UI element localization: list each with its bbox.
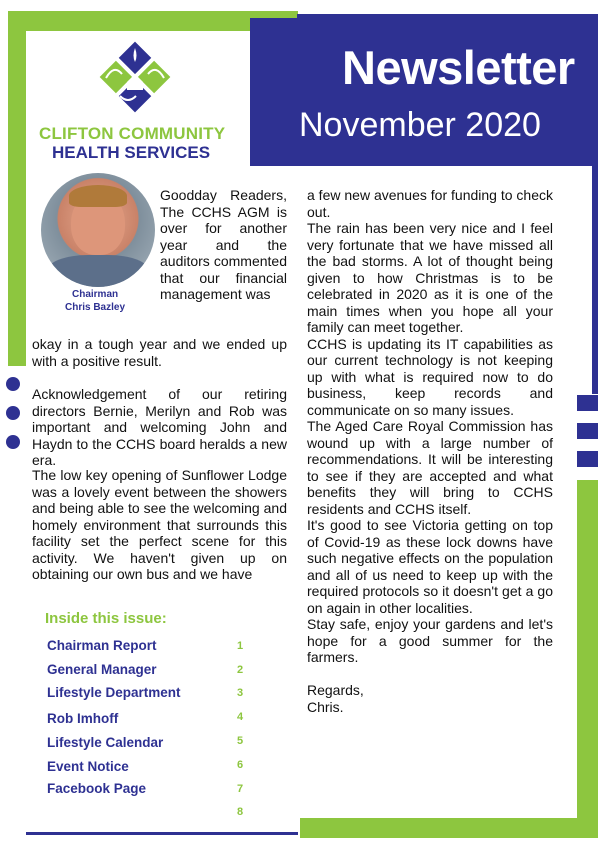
photo-hair [69, 185, 127, 207]
organization-name-line1: CLIFTON COMMUNITY [39, 124, 226, 143]
toc-page-number: 7 [237, 783, 244, 795]
toc-item-rob-imhoff[interactable]: Rob Imhoff [47, 711, 119, 726]
right-paragraph: Stay safe, enjoy your gardens and let's hope for a good summer for the farmers. [307, 616, 553, 665]
sign-off-regards: Regards, [307, 682, 364, 698]
cchs-logo-icon [92, 34, 178, 120]
right-paragraph: The rain has been very nice and I feel very fortunate that we have missed all the bad storms. A lot of thought being given to how Christmas is to be celebrated in 2020 as it is one of the main times when you hope all your family can meet together. [307, 220, 553, 335]
right-paragraph: a few new avenues for funding to check out. [307, 187, 553, 220]
decorative-square-icon [577, 423, 598, 439]
sign-off-name: Chris. [307, 698, 344, 715]
toc-item-event-notice[interactable]: Event Notice [47, 759, 129, 774]
blank-line [307, 666, 553, 683]
chairman-photo [41, 173, 155, 287]
toc-page-number: 6 [237, 759, 244, 771]
right-paragraph: It's good to see Victoria getting on top of Covid-19 as these lock downs have such negative effects on the population and all of us need to keep up with the required protocols so it doesn't get a go on again in other localities. [307, 517, 553, 616]
toc-item-lifestyle-calendar[interactable]: Lifestyle Calendar [47, 735, 164, 750]
toc-heading: Inside this issue: [45, 610, 167, 627]
intro-paragraph-continued: okay in a tough year and we ended up with a positive result. [32, 336, 287, 369]
decorative-dot-icon [6, 377, 20, 391]
photo-caption-name: Chris Bazley [65, 302, 126, 313]
intro-paragraph: Goodday Readers, The CCHS AGM is over for another year and the auditors commented that our financial management was [160, 187, 287, 302]
toc-page-number: 3 [237, 687, 244, 699]
left-green-bar [8, 11, 26, 366]
toc-item-chairman-report[interactable]: Chairman Report [47, 638, 157, 653]
toc-page-number: 4 [237, 711, 244, 723]
toc-page-number: 8 [237, 806, 244, 818]
right-paragraph: The Aged Care Royal Commission has wound up with a large number of recommendations. It will be interesting to see if they are accepted and what benefits they will bring to CCHS residents and CCHS itself. [307, 418, 553, 517]
bottom-green-bar [300, 818, 598, 838]
right-green-bar [577, 480, 598, 838]
right-navy-bar [592, 14, 598, 394]
decorative-square-icon [577, 395, 598, 411]
decorative-square-icon [577, 451, 598, 467]
decorative-dot-icon [6, 435, 20, 449]
newsletter-title: Newsletter [342, 41, 575, 94]
sunflower-lodge-paragraph: The low key opening of Sunflower Lodge was a lovely event between the showers and being able to see the welcoming and homely environment that surrounds this facility set the perfect scene for this activity. We haven't given up on obtaining our own bus and we have [32, 467, 287, 582]
newsletter-header [250, 18, 592, 166]
toc-item-general-manager[interactable]: General Manager [47, 662, 157, 677]
toc-item-lifestyle-department[interactable]: Lifestyle Department [47, 685, 181, 700]
toc-page-number: 1 [237, 640, 244, 652]
acknowledgement-paragraph: Acknowledgement of our retiring directors Bernie, Merilyn and Rob was important and welcoming John and Haydn to the CCHS board heralds a new era. [32, 386, 287, 468]
organization-name-line2: HEALTH SERVICES [52, 143, 211, 162]
bottom-navy-line [26, 832, 298, 835]
right-paragraph: CCHS is updating its IT capabilities as our current technology is not keeping up with what is required now to do business, keep records and communicate on so many issues. [307, 335, 553, 418]
toc-page-number: 2 [237, 664, 244, 676]
newsletter-date: November 2020 [299, 106, 541, 144]
decorative-dot-icon [6, 406, 20, 420]
toc-item-facebook-page[interactable]: Facebook Page [47, 781, 147, 796]
photo-shirt [47, 255, 149, 287]
photo-caption-title: Chairman [72, 289, 119, 300]
right-column-text [307, 187, 553, 715]
toc-page-number: 5 [237, 735, 244, 747]
